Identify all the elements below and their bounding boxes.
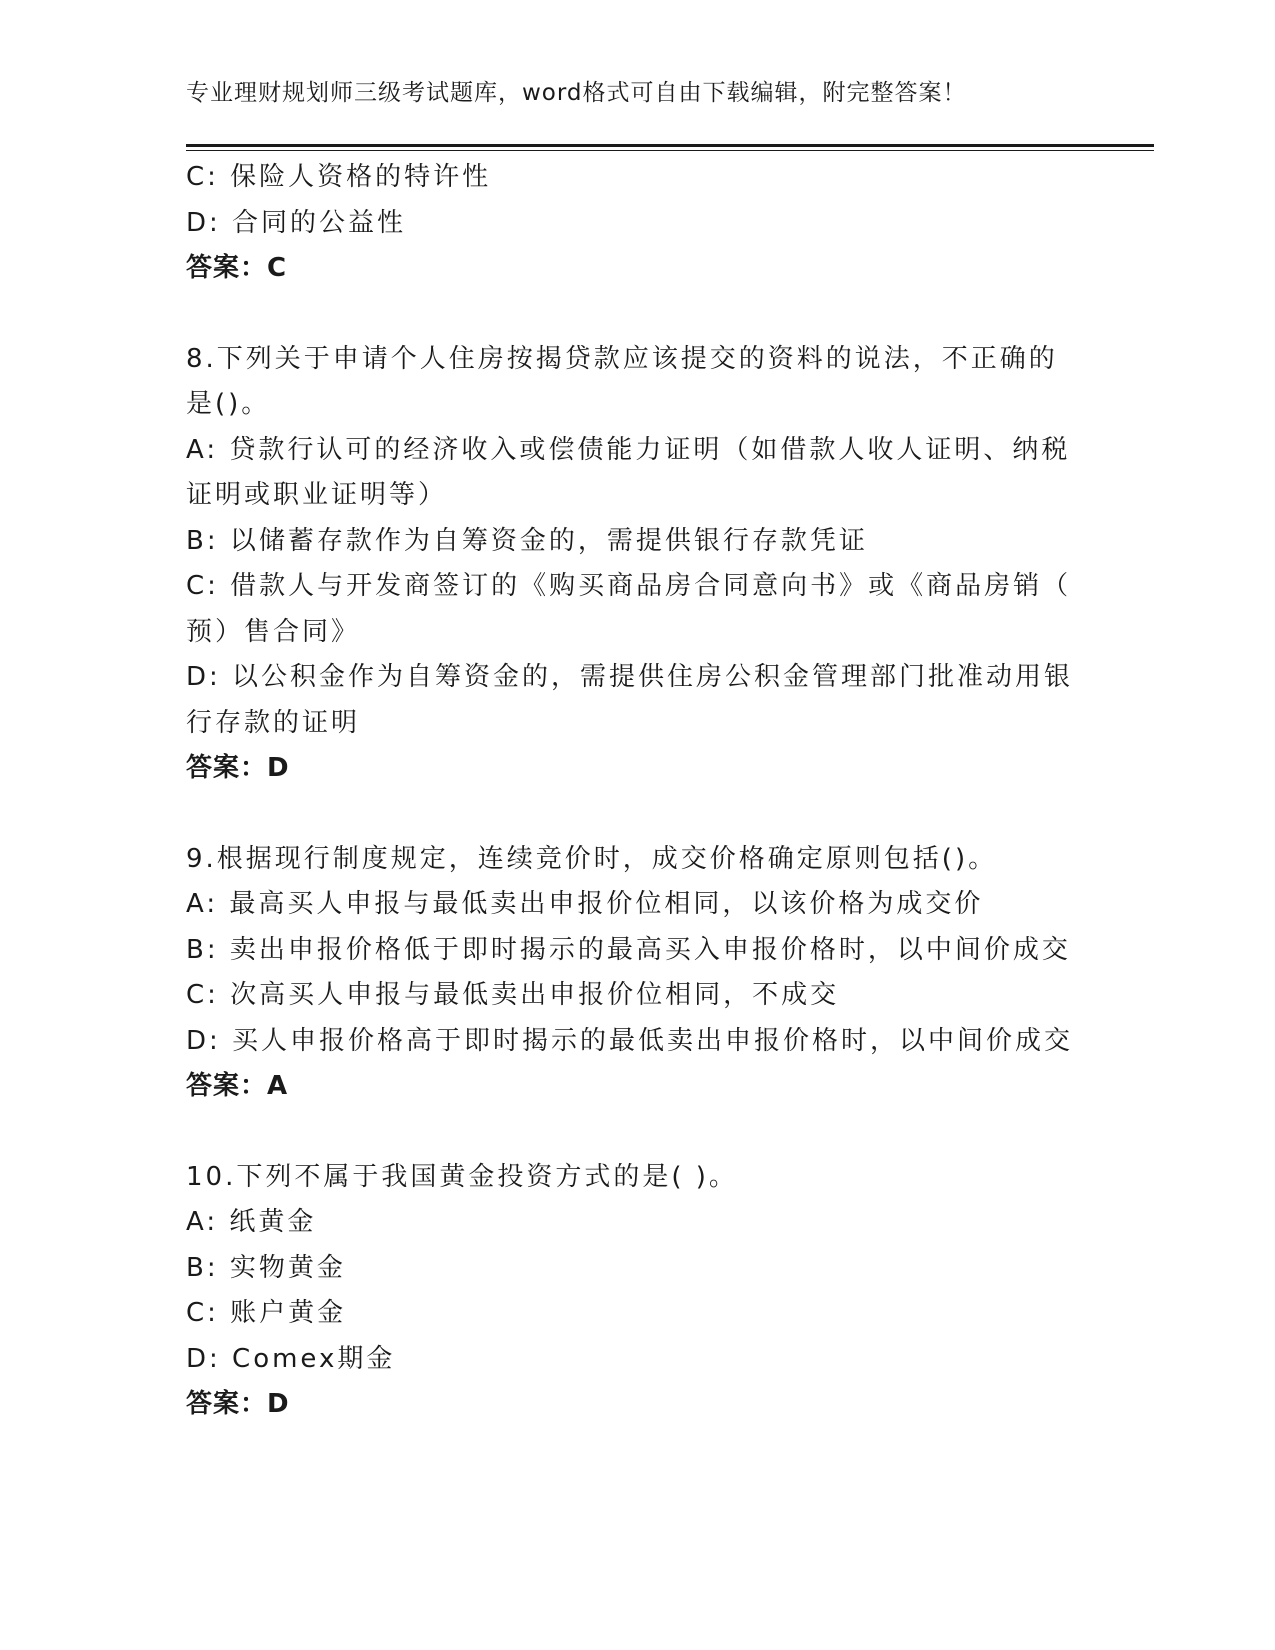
question-stem: 8.下列关于申请个人住房按揭贷款应该提交的资料的说法，不正确的 xyxy=(186,343,1058,374)
option-d: D: 合同的公益性 xyxy=(186,207,407,238)
option-c: C: 账户黄金 xyxy=(186,1298,347,1328)
option-d: D: Comex期金 xyxy=(186,1343,396,1374)
question-stem: 10.下列不属于我国黄金投资方式的是( )。 xyxy=(186,1161,738,1192)
answer: 答案：C xyxy=(186,253,288,283)
question-7-tail xyxy=(186,155,1086,292)
option-d: D: 以公积金作为自筹资金的，需提供住房公积金管理部门批准动用银 xyxy=(186,662,1074,692)
answer: 答案：D xyxy=(186,1389,290,1419)
option-a: A: 贷款行认可的经济收入或偿债能力证明（如借款人收人证明、纳税 xyxy=(186,434,1071,465)
question-stem-continued: 是()。 xyxy=(186,389,271,419)
option-b: B: 卖出申报价格低于即时揭示的最高买入申报价格时，以中间价成交 xyxy=(186,934,1071,965)
question-stem: 9.根据现行制度规定，连续竞价时，成交价格确定原则包括()。 xyxy=(186,843,998,874)
option-b: B: 以储蓄存款作为自筹资金的，需提供银行存款凭证 xyxy=(186,525,868,556)
answer: 答案：D xyxy=(186,753,290,783)
option-a: A: 最高买人申报与最低卖出申报价位相同，以该价格为成交价 xyxy=(186,889,984,919)
question-10 xyxy=(186,1155,1086,1428)
answer: 答案：A xyxy=(186,1071,289,1101)
question-content xyxy=(186,155,1086,1428)
option-c: C: 保险人资格的特许性 xyxy=(186,162,492,192)
option-d-continued: 行存款的证明 xyxy=(186,707,361,738)
option-c: C: 次高买人申报与最低卖出申报价位相同，不成交 xyxy=(186,980,840,1010)
option-c: C: 借款人与开发商签订的《购买商品房合同意向书》或《商品房销（ xyxy=(186,571,1072,601)
header-divider xyxy=(186,144,1154,151)
option-a-continued: 证明或职业证明等） xyxy=(186,480,448,510)
option-c-continued: 预）售合同》 xyxy=(186,616,361,647)
option-a: A: 纸黄金 xyxy=(186,1207,317,1237)
option-d: D: 买人申报价格高于即时揭示的最低卖出申报价格时，以中间价成交 xyxy=(186,1025,1074,1056)
question-8 xyxy=(186,337,1086,792)
option-b: B: 实物黄金 xyxy=(186,1252,346,1283)
page-header: 专业理财规划师三级考试题库，word格式可自由下载编辑，附完整答案！ xyxy=(186,80,967,106)
question-9 xyxy=(186,837,1086,1110)
spacer xyxy=(186,792,1086,837)
spacer xyxy=(186,292,1086,337)
spacer xyxy=(186,1110,1086,1155)
